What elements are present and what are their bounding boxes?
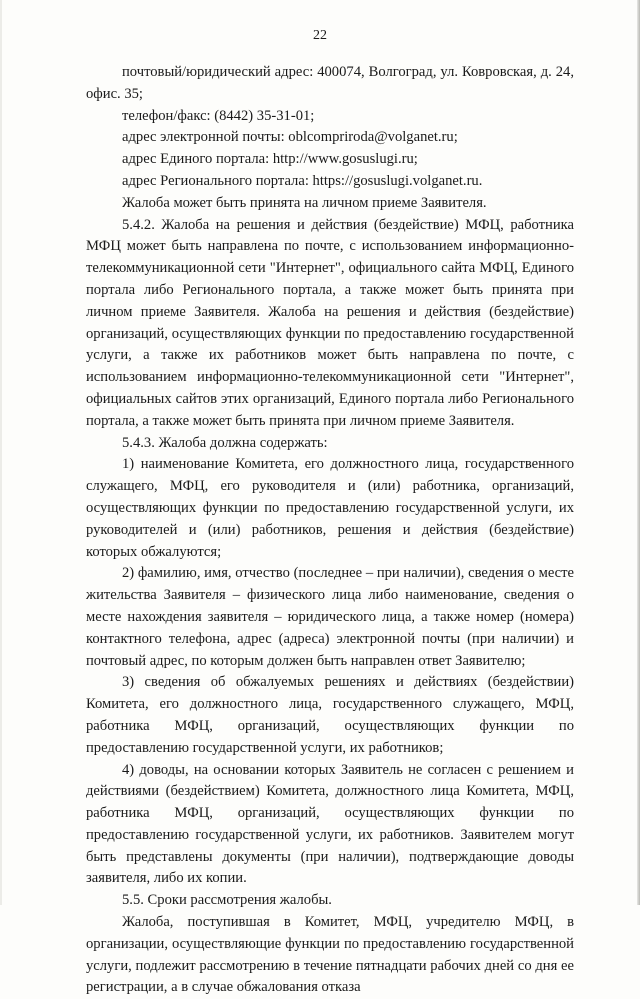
paragraph-email: адрес электронной почты: oblcomprirodа@volganet.ru; (122, 129, 458, 146)
paragraph-5-4-2: 5.4.2. Жалоба на решения и действия (бездействие) МФЦ, работника МФЦ может быть направлена по почте, с использованием информационно-телекоммуникационной сети "Интернет", официального сайта МФЦ, Единого портала либо Регионального портала, а также может быть принята при личном приеме Заявителя. Жалоба на решения и действия (бездействие) организаций, осуществляющих функции по предоставлению государственной услуги, а также их работников может быть направлена по почте, с использованием информационно-телекоммуникационной сети "Интернет", официальных сайтов этих организаций, Единого портала либо Регионального портала, а также может быть принята при личном приеме Заявителя. (86, 216, 574, 429)
page-number: 22 (313, 28, 327, 43)
paragraph-regional-portal: адрес Регионального портала: https://gosuslugi.volganet.ru. (122, 172, 483, 189)
document-body (86, 62, 574, 999)
paragraph-phone: телефон/факс: (8442) 35-31-01; (122, 107, 315, 124)
scan-edge-left (0, 0, 2, 905)
paragraph-review-terms: Жалоба, поступившая в Комитет, МФЦ, учредителю МФЦ, в организации, осуществляющие функции по предоставлению государственной услуги, подлежит рассмотрению в течение пятнадцати рабочих дней со дня ее регистрации, а в случае обжалования отказа (86, 914, 574, 996)
section-heading-5-5: 5.5. Сроки рассмотрения жалобы. (122, 892, 332, 909)
list-item-4: 4) доводы, на основании которых Заявитель не согласен с решением и действиями (бездействием) Комитета, должностного лица Комитета, МФЦ, работника МФЦ, организаций, осуществляющих функции по предоставлению государственной услуги, их работников. Заявителем могут быть представлены документы (при наличии), подтверждающие доводы заявителя, либо их копии. (86, 761, 574, 887)
paragraph-personal-reception: Жалоба может быть принята на личном приеме Заявителя. (122, 194, 487, 211)
list-item-2: 2) фамилию, имя, отчество (последнее – при наличии), сведения о месте жительства Заявителя – физического лица либо наименование, сведения о месте нахождения заявителя – юридического лица, а также номер (номера) контактного телефона, адрес (адреса) электронной почты (при наличии) и почтовый адрес, по которым должен быть направлен ответ Заявителю; (86, 565, 574, 669)
list-item-1: 1) наименование Комитета, его должностного лица, государственного служащего, МФЦ, его руководителя и (или) работника, организаций, осуществляющих функции по предоставлению государственной услуги, их руководителей и (или) работников, решения и действия (бездействие) которых обжалуются; (86, 456, 574, 560)
paragraph-postal-address: почтовый/юридический адрес: 400074, Волгоград, ул. Ковровская, д. 24, офис. 35; (86, 64, 574, 102)
list-item-3: 3) сведения об обжалуемых решениях и действиях (бездействии) Комитета, его должностного лица, государственного служащего, МФЦ, работника МФЦ, организаций, осуществляющих функции по предоставлению государственной услуги, их работников; (86, 674, 574, 756)
paragraph-unified-portal: адрес Единого портала: http://www.gosuslugi.ru; (122, 151, 418, 168)
paragraph-5-4-3: 5.4.3. Жалоба должна содержать: (122, 434, 328, 451)
